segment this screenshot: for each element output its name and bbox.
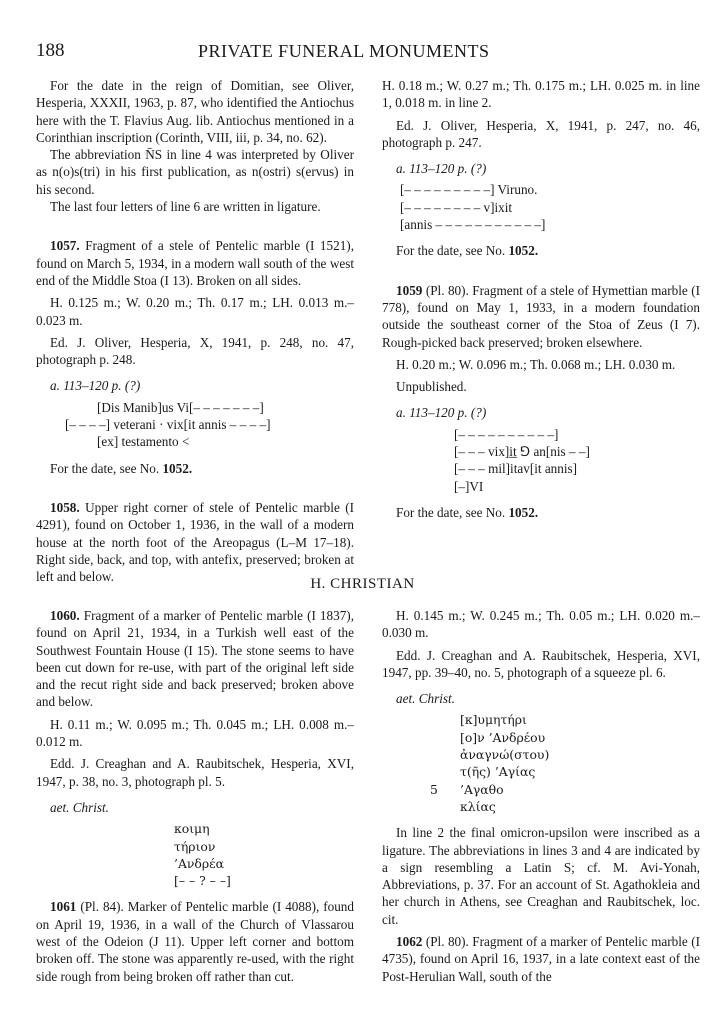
left-column-top — [36, 77, 354, 585]
left-column-bottom — [36, 607, 354, 985]
entry-1059-date-note: For the date, see No. 1052. — [396, 504, 539, 520]
entry-number: 1062 — [396, 934, 423, 950]
inscription-line: ἀναγνώ(στου) — [460, 747, 550, 763]
right-column-top — [382, 77, 700, 521]
inscription-line: [–]VI — [454, 478, 484, 494]
inscription-line: κλίας — [460, 798, 496, 814]
entry-1058-dimensions: H. 0.18 m.; W. 0.27 m.; Th. 0.175 m.; LH. 0.025 m. in line 1, 0.018 m. in line 2. — [382, 78, 700, 111]
entry-1061-date: aet. Christ. — [396, 691, 455, 707]
paragraph-date-note: For the date in the reign of Domitian, see Oliver, Hesperia, XXXII, 1963, p. 87, who identified the Antiochus here with the T. Flavius Aug. lib. Antiochus mentioned in a Corinthian inscription (Corinth, VIII, iii, p. 34, no. 62). — [36, 78, 354, 145]
inscription-line: [κ]υμητήρι — [460, 712, 527, 728]
entry-1058-inscription — [382, 181, 700, 233]
entry-1059-description: 1059 (Pl. 80). Fragment of a stele of Hymettian marble (I 778), found on May 1, 1933, in a modern foundation outside the southeast corner of the Stoa of Zeus (I 7). Rough-picked back preserved; broken elsewhere. — [382, 282, 700, 350]
inscription-line: [– – – – – – – – –] Viruno. — [400, 182, 538, 198]
entry-1061-note: In line 2 the final omicron-upsilon were inscribed as a ligature. The abbreviations in lines 3 and 4 are indicated by a sign resembling a Latin S; cf. M. Avi-Yonah, Abbreviations, p. 37. For an account of St. Agathokleia and her church in Athens, see Creaghan and Raubitschek, loc. cit. — [382, 825, 700, 927]
page-number: 188 — [36, 40, 65, 61]
entry-1059-dimensions: H. 0.20 m.; W. 0.096 m.; Th. 0.068 m.; LH. 0.030 m. — [396, 356, 676, 372]
paragraph-ligature-note: The last four letters of line 6 are written in ligature. — [50, 199, 321, 215]
entry-1057-description: 1057. Fragment of a stele of Pentelic marble (I 1521), found on March 5, 1934, in a modern wall south of the west end of the Middle Stoa (I 13). Broken on all sides. — [36, 238, 354, 288]
entry-1059-inscription — [382, 426, 700, 495]
entry-1062-description: 1062 (Pl. 80). Fragment of a marker of Pentelic marble (I 4735), found on April 16, 1937, in a late context east of the Post-Herulian Wall, south of the — [382, 934, 700, 984]
paragraph-abbreviation-note: The abbreviation N̄S in line 4 was interpreted by Oliver as n(o)s(tri) in his first publication, as n(ostri) s(ervus) in his second. — [36, 147, 354, 197]
inscription-line: τ(ῆς) ’Αγίας — [460, 764, 536, 780]
inscription-line: [annis – – – – – – – – – – –] — [400, 217, 546, 233]
entry-1057-date-note: For the date, see No. 1052. — [50, 460, 193, 476]
entry-1061-inscription — [382, 711, 700, 815]
right-column-bottom — [382, 607, 700, 985]
entry-number: 1060. — [50, 608, 80, 623]
line-number: 5 — [430, 781, 438, 797]
entry-1059-edition: Unpublished. — [396, 379, 467, 395]
entry-1060-description: 1060. Fragment of a marker of Pentelic marble (I 1837), found on April 21, 1934, in a Turkish well east of the Southwest Fountain House (I 15). The stone seems to have been cut down for re-use, with part of the original left side and the recut right side and back preserved; broken above and below. — [36, 608, 354, 710]
inscription-line: τήριον — [174, 838, 216, 854]
entry-1058-date: a. 113–120 p. (?) — [396, 161, 487, 177]
entry-1057-date: a. 113–120 p. (?) — [50, 378, 141, 394]
entry-number: 1059 — [396, 282, 423, 298]
entry-1060-dimensions: H. 0.11 m.; W. 0.095 m.; Th. 0.045 m.; LH. 0.008 m.–0.012 m. — [36, 716, 354, 750]
inscription-line: [ο]ν ’Ανδρέου — [460, 729, 546, 745]
inscription-line: κοιμη — [174, 821, 210, 837]
inscription-line: [– – – –] veterani · vix[it annis – – – –] — [65, 417, 271, 433]
entry-1058-description: 1058. Upper right corner of stele of Pentelic marble (I 4291), found on October 1, 1936, in the wall of a modern house at the north foot of the Areopagus (L–M 17–18). Right side, back, and top, with antefix, preserved; broken at left and below. — [36, 499, 354, 585]
running-title: PRIVATE FUNERAL MONUMENTS — [198, 41, 490, 61]
entry-1061-description: 1061 (Pl. 84). Marker of Pentelic marble (I 4088), found on April 19, 1936, in a wall of the Church of Vlassarou west of the Odeion (J 11). Upper left corner and bottom broken off. The stone was apparently re-used, with the right side rough from being broken off rather than cut. — [36, 899, 354, 984]
inscription-line: [– – ? – –] — [174, 873, 231, 889]
inscription-line: ’Ανδρέα — [174, 855, 224, 871]
inscription-line: [– – – – – – – – v]ixit — [400, 199, 513, 215]
inscription-line: [– – – vix]i̱ṯ ⅁ an[nis – –] — [454, 444, 590, 460]
inscription-line: 5 ’Αγαθο — [430, 781, 504, 797]
section-heading: H. CHRISTIAN — [310, 576, 415, 592]
entry-number: 1057. — [50, 238, 80, 254]
entry-number: 1061 — [50, 899, 77, 915]
entry-1058-edition: Ed. J. Oliver, Hesperia, X, 1941, p. 247, no. 46, photograph p. 247. — [382, 117, 700, 150]
entry-1061-edition: Edd. J. Creaghan and A. Raubitschek, Hesperia, XVI, 1947, pp. 39–40, no. 5, photograph of a squeeze pl. 6. — [382, 647, 700, 680]
entry-1057-dimensions: H. 0.125 m.; W. 0.20 m.; Th. 0.17 m.; LH. 0.013 m.–0.023 m. — [36, 295, 354, 328]
entry-1060-date: aet. Christ. — [50, 799, 109, 815]
inscription-line: [– – – mil]itav[it annis] — [454, 461, 578, 477]
entry-1057-edition: Ed. J. Oliver, Hesperia, X, 1941, p. 248, no. 47, photograph p. 248. — [36, 334, 354, 368]
entry-1057-inscription — [36, 399, 354, 451]
inscription-line: [Dis Manib]us Vi[– – – – – – –] — [97, 399, 264, 415]
inscription-line: [ex] testamento < — [97, 434, 190, 450]
inscription-line: [– – – – – – – – – –] — [454, 426, 559, 442]
entry-1060-inscription — [36, 820, 354, 889]
entry-1061-dimensions: H. 0.145 m.; W. 0.245 m.; Th. 0.05 m.; LH. 0.020 m.–0.030 m. — [382, 608, 700, 641]
entry-1058-date-note: For the date, see No. 1052. — [396, 243, 539, 259]
entry-1060-edition: Edd. J. Creaghan and A. Raubitschek, Hesperia, XVI, 1947, p. 38, no. 3, photograph pl. 5. — [36, 756, 354, 789]
entry-1059-date: a. 113–120 p. (?) — [396, 405, 487, 421]
entry-number: 1058. — [50, 499, 80, 515]
